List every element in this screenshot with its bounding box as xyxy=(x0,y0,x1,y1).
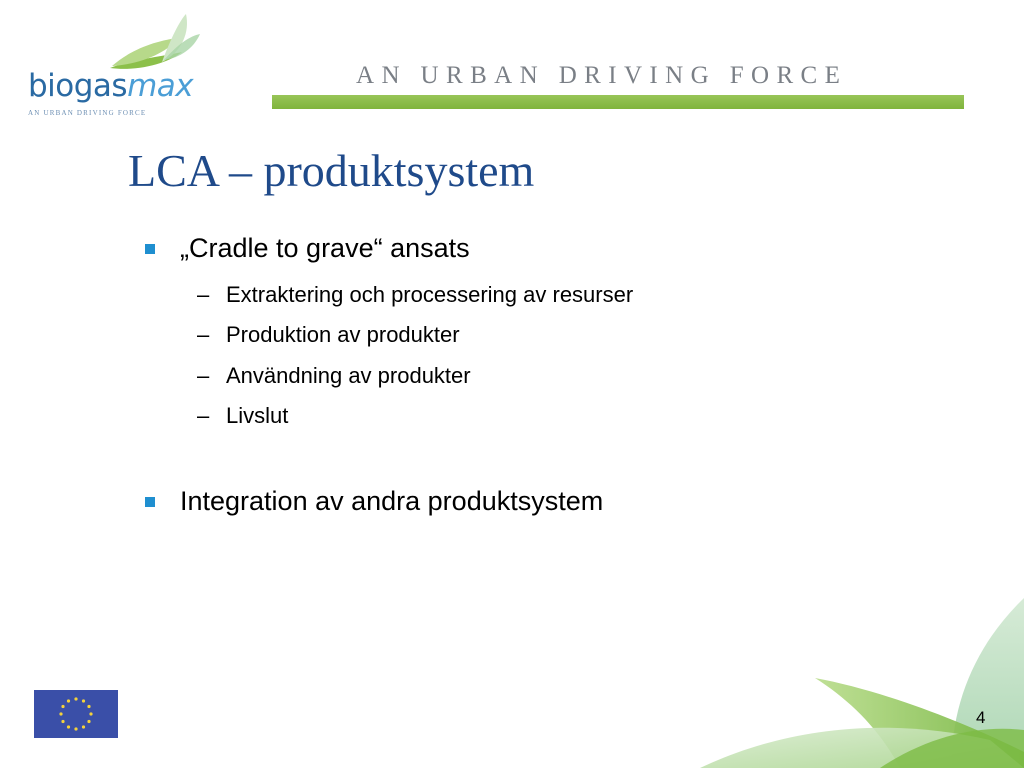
dash-icon: – xyxy=(197,363,210,388)
header-tagline: AN URBAN DRIVING FORCE xyxy=(356,62,848,89)
eu-star-icon xyxy=(61,705,64,708)
eu-star-icon xyxy=(87,720,90,723)
bullet-text: „Cradle to grave“ ansats xyxy=(180,233,470,263)
dash-icon: – xyxy=(197,322,210,347)
eu-star-icon xyxy=(82,725,85,728)
sub-bullet-text: Extraktering och processering av resurser xyxy=(226,282,634,307)
header-green-bar xyxy=(272,95,964,109)
sub-bullet-text: Livslut xyxy=(226,403,289,428)
eu-star-icon xyxy=(87,705,90,708)
eu-star-icon xyxy=(82,699,85,702)
eu-star-icon xyxy=(74,727,77,730)
eu-star-icon xyxy=(67,699,70,702)
logo-wordmark: biogasmax xyxy=(28,68,194,104)
eu-flag-icon xyxy=(34,690,118,738)
sub-bullet-text: Produktion av produkter xyxy=(226,322,460,347)
eu-star-icon xyxy=(59,712,62,715)
dash-icon: – xyxy=(197,282,210,307)
page-number: 4 xyxy=(976,708,986,727)
eu-star-icon xyxy=(67,725,70,728)
bullet-square-icon xyxy=(145,244,155,254)
biogasmax-logo xyxy=(20,10,200,120)
logo-subtitle: AN URBAN DRIVING FORCE xyxy=(28,109,147,117)
dash-icon: – xyxy=(197,403,210,428)
bullet-square-icon xyxy=(145,497,155,507)
bullet-text: Integration av andra produktsystem xyxy=(180,486,604,516)
eu-star-icon xyxy=(74,697,77,700)
eu-star-icon xyxy=(89,712,92,715)
sub-bullet-text: Användning av produkter xyxy=(226,363,471,388)
slide-title: LCA – produktsystem xyxy=(128,145,535,196)
eu-star-icon xyxy=(61,720,64,723)
